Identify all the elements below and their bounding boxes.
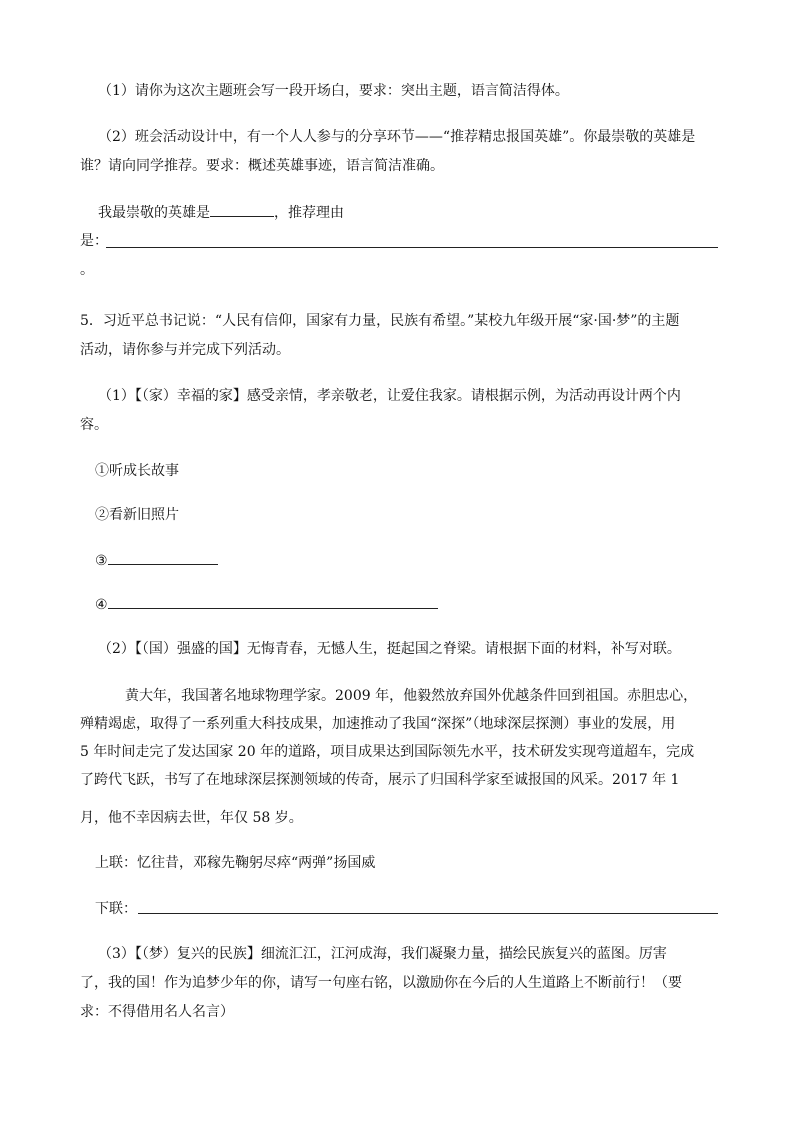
list-item-1: ①听成长故事 <box>95 463 179 479</box>
reason-answer-line[interactable] <box>106 247 718 248</box>
reason-prefix: 是： <box>80 233 108 249</box>
hero-suffix: ，推荐理由 <box>274 205 344 221</box>
hero-answer-blank[interactable] <box>210 202 274 217</box>
q5-part3-line2: 了，我的国！作为追梦少年的你，请写一句座右铭，以激励你在今后的人生道路上不断前行！（要 <box>80 975 682 991</box>
reason-end-mark: 。 <box>80 262 94 278</box>
material-line-3: 5 年时间走完了发达国家 20 年的道路，项目成果达到国际领先水平，技术研发实现弯道超车，完成 <box>80 744 695 760</box>
hero-sentence <box>98 202 344 223</box>
item3-answer-blank[interactable] <box>108 550 218 565</box>
q5-intro-line1: 5．习近平总书记说：“人民有信仰，国家有力量，民族有希望。”某校九年级开展“家·国·梦”的主题 <box>80 313 680 329</box>
couplet-lower-answer-line[interactable] <box>138 913 718 914</box>
list-item-2: ②看新旧照片 <box>95 507 179 523</box>
q4-part2-text-line1: （2）班会活动设计中，有一个人人参与的分享环节——“推荐精忠报国英雄”。你最崇敬的英雄是 <box>98 129 696 145</box>
hero-prefix: 我最崇敬的英雄是 <box>98 205 210 221</box>
q4-part2-text-line2: 谁？请向同学推荐。要求：概述英雄事迹，语言简洁准确。 <box>80 158 444 174</box>
list-item-4-marker: ④ <box>95 597 108 613</box>
q5-intro-line2: 活动，请你参与并完成下列活动。 <box>80 342 290 358</box>
q5-part2-text: （2）【（国）强盛的国】无悔青春，无憾人生，挺起国之脊梁。请根据下面的材料，补写对联。 <box>98 641 681 657</box>
list-item-3 <box>95 550 218 571</box>
list-item-4 <box>95 594 438 615</box>
list-item-3-marker: ③ <box>95 553 108 569</box>
q5-part1-line1: （1）【（家）幸福的家】感受亲情，孝亲敬老，让爱住我家。请根据示例，为活动再设计两个内 <box>98 388 681 404</box>
couplet-upper: 上联：忆往昔，邓稼先鞠躬尽瘁“两弹”扬国威 <box>95 855 376 871</box>
q5-part1-line2: 容。 <box>80 417 108 433</box>
q4-part1-text: （1）请你为这次主题班会写一段开场白，要求：突出主题，语言简洁得体。 <box>98 83 569 99</box>
material-line-2: 殚精竭虑，取得了一系列重大科技成果，加速推动了我国“深探”（地球深层探测）事业的发展，用 <box>80 716 676 732</box>
couplet-lower-prefix: 下联： <box>95 901 137 917</box>
material-line-5: 月，他不幸因病去世，年仅 58 岁。 <box>80 810 303 826</box>
q5-part3-line1: （3）【（梦）复兴的民族】细流汇江，江河成海，我们凝聚力量，描绘民族复兴的蓝图。厉害 <box>98 946 667 962</box>
material-line-1: 黄大年，我国著名地球物理学家。2009 年，他毅然放弃国外优越条件回到祖国。赤胆忠心， <box>125 688 698 704</box>
q5-part3-line3: 求：不得借用名人名言） <box>80 1004 234 1020</box>
item4-answer-blank[interactable] <box>108 594 438 609</box>
material-line-4: 了跨代飞跃，书写了在地球深层探测领域的传奇，展示了归国科学家至诚报国的风采。2017 年 1 <box>80 772 680 788</box>
